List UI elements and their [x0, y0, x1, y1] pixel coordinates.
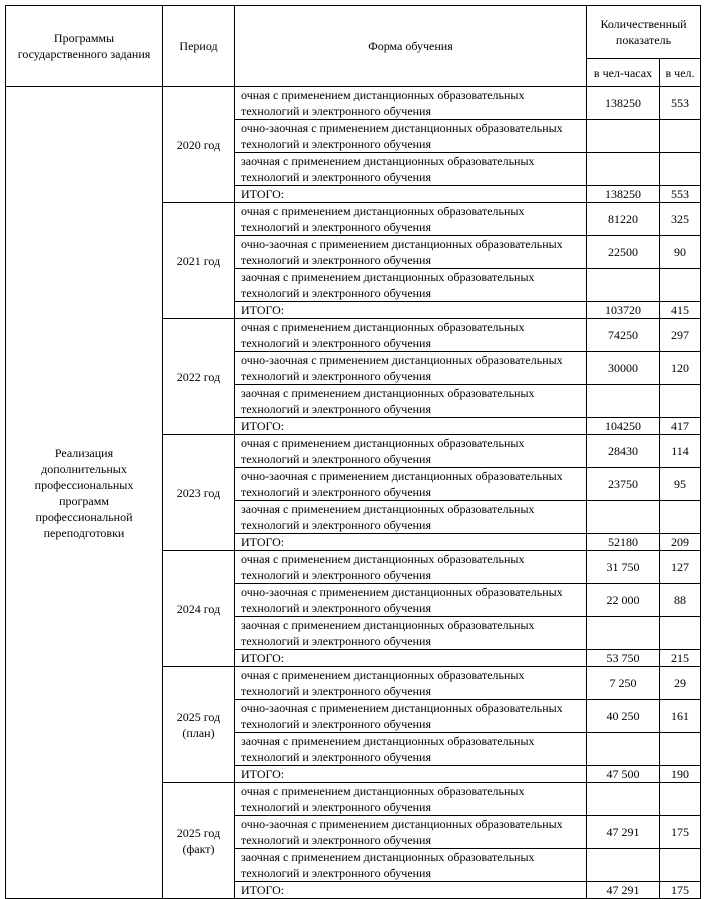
value-people: 209 — [660, 534, 701, 551]
form-label: заочная с применением дистанционных образовательных технологий и электронного обучения — [235, 269, 587, 302]
value-hours: 31 750 — [587, 551, 660, 584]
value-hours: 28430 — [587, 435, 660, 468]
period-label: 2025 год (план) — [163, 667, 235, 783]
value-hours — [587, 269, 660, 302]
total-label: ИТОГО: — [235, 186, 587, 203]
value-people — [660, 120, 701, 153]
value-hours: 7 250 — [587, 667, 660, 700]
value-hours: 104250 — [587, 418, 660, 435]
value-hours: 138250 — [587, 186, 660, 203]
value-hours: 30000 — [587, 352, 660, 385]
total-label: ИТОГО: — [235, 650, 587, 667]
value-hours: 22 000 — [587, 584, 660, 617]
total-label: ИТОГО: — [235, 882, 587, 899]
value-people: 415 — [660, 302, 701, 319]
form-label: очная с применением дистанционных образовательных технологий и электронного обучения — [235, 319, 587, 352]
value-hours — [587, 120, 660, 153]
value-people — [660, 269, 701, 302]
value-people: 417 — [660, 418, 701, 435]
form-label: очно-заочная с применением дистанционных образовательных технологий и электронного обучения — [235, 468, 587, 501]
value-people: 127 — [660, 551, 701, 584]
value-people — [660, 153, 701, 186]
value-people — [660, 385, 701, 418]
value-hours — [587, 501, 660, 534]
value-people: 29 — [660, 667, 701, 700]
header-unit-people: в чел. — [660, 59, 701, 87]
value-hours: 22500 — [587, 236, 660, 269]
header-program: Программы государственного задания — [6, 6, 163, 87]
value-people: 215 — [660, 650, 701, 667]
table-row — [6, 87, 701, 120]
value-hours — [587, 153, 660, 186]
header-unit-hours: в чел-часах — [587, 59, 660, 87]
value-people: 90 — [660, 236, 701, 269]
value-hours: 74250 — [587, 319, 660, 352]
form-label: заочная с применением дистанционных образовательных технологий и электронного обучения — [235, 385, 587, 418]
value-people: 190 — [660, 766, 701, 783]
value-hours: 47 291 — [587, 816, 660, 849]
table-body — [6, 87, 701, 899]
form-label: заочная с применением дистанционных образовательных технологий и электронного обучения — [235, 733, 587, 766]
total-label: ИТОГО: — [235, 302, 587, 319]
value-people: 114 — [660, 435, 701, 468]
value-people: 175 — [660, 882, 701, 899]
form-label: очно-заочная с применением дистанционных образовательных технологий и электронного обучения — [235, 816, 587, 849]
value-hours: 47 500 — [587, 766, 660, 783]
form-label: очная с применением дистанционных образовательных технологий и электронного обучения — [235, 667, 587, 700]
period-label: 2021 год — [163, 203, 235, 319]
value-hours: 52180 — [587, 534, 660, 551]
value-hours: 53 750 — [587, 650, 660, 667]
form-label: заочная с применением дистанционных образовательных технологий и электронного обучения — [235, 617, 587, 650]
form-label: очная с применением дистанционных образовательных технологий и электронного обучения — [235, 783, 587, 816]
value-people — [660, 849, 701, 882]
value-hours: 138250 — [587, 87, 660, 120]
value-people — [660, 617, 701, 650]
form-label: заочная с применением дистанционных образовательных технологий и электронного обучения — [235, 501, 587, 534]
period-label: 2022 год — [163, 319, 235, 435]
form-label: очно-заочная с применением дистанционных образовательных технологий и электронного обучения — [235, 584, 587, 617]
education-table — [5, 5, 701, 899]
value-hours: 103720 — [587, 302, 660, 319]
value-hours — [587, 385, 660, 418]
value-people: 161 — [660, 700, 701, 733]
value-hours — [587, 617, 660, 650]
value-people: 88 — [660, 584, 701, 617]
period-label: 2023 год — [163, 435, 235, 551]
value-hours: 23750 — [587, 468, 660, 501]
value-people — [660, 783, 701, 816]
program-name: Реализация дополнительных профессиональных программ профессиональной переподготовки — [6, 87, 163, 899]
form-label: заочная с применением дистанционных образовательных технологий и электронного обучения — [235, 849, 587, 882]
form-label: очная с применением дистанционных образовательных технологий и электронного обучения — [235, 87, 587, 120]
value-people: 553 — [660, 186, 701, 203]
period-label: 2025 год (факт) — [163, 783, 235, 899]
form-label: очная с применением дистанционных образовательных технологий и электронного обучения — [235, 203, 587, 236]
total-label: ИТОГО: — [235, 766, 587, 783]
value-hours: 81220 — [587, 203, 660, 236]
value-hours — [587, 783, 660, 816]
value-people: 175 — [660, 816, 701, 849]
form-label: очная с применением дистанционных образовательных технологий и электронного обучения — [235, 435, 587, 468]
total-label: ИТОГО: — [235, 418, 587, 435]
value-people: 95 — [660, 468, 701, 501]
value-people: 297 — [660, 319, 701, 352]
value-people: 325 — [660, 203, 701, 236]
value-hours — [587, 849, 660, 882]
period-label: 2024 год — [163, 551, 235, 667]
header-form: Форма обучения — [235, 6, 587, 87]
form-label: заочная с применением дистанционных образовательных технологий и электронного обучения — [235, 153, 587, 186]
value-people: 553 — [660, 87, 701, 120]
form-label: очно-заочная с применением дистанционных образовательных технологий и электронного обучения — [235, 352, 587, 385]
value-hours — [587, 733, 660, 766]
period-label: 2020 год — [163, 87, 235, 203]
value-hours: 47 291 — [587, 882, 660, 899]
form-label: очно-заочная с применением дистанционных образовательных технологий и электронного обучения — [235, 236, 587, 269]
form-label: очно-заочная с применением дистанционных образовательных технологий и электронного обучения — [235, 700, 587, 733]
value-people: 120 — [660, 352, 701, 385]
form-label: очно-заочная с применением дистанционных образовательных технологий и электронного обучения — [235, 120, 587, 153]
total-label: ИТОГО: — [235, 534, 587, 551]
value-people — [660, 501, 701, 534]
value-hours: 40 250 — [587, 700, 660, 733]
value-people — [660, 733, 701, 766]
header-period: Период — [163, 6, 235, 87]
header-quantity: Количественный показатель — [587, 6, 701, 59]
form-label: очная с применением дистанционных образовательных технологий и электронного обучения — [235, 551, 587, 584]
